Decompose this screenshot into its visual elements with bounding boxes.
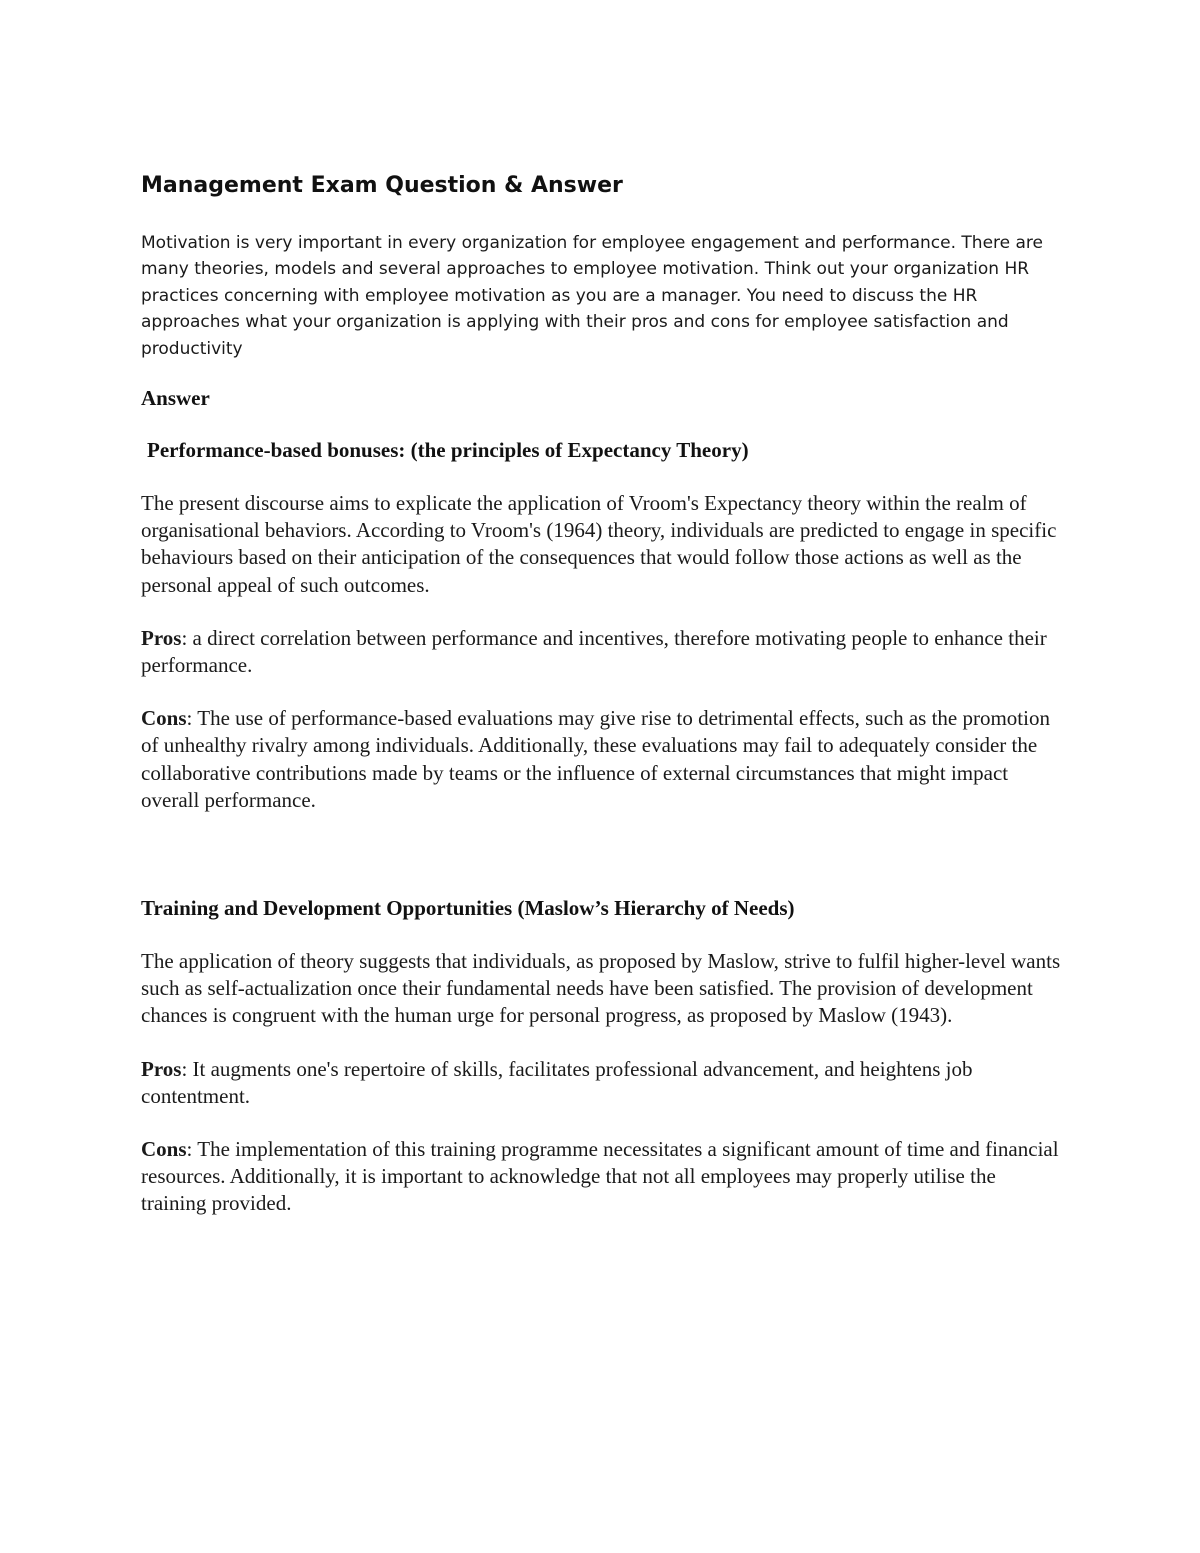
pros-label: Pros (141, 1056, 182, 1081)
document-title: Management Exam Question & Answer (141, 173, 623, 198)
pros-label: Pros (141, 625, 182, 650)
pros-paragraph (141, 1056, 1066, 1110)
section-heading-performance-bonuses: Performance-based bonuses: (the principles of Expectancy Theory) (147, 438, 749, 463)
section-body-expectancy-theory: The present discourse aims to explicate the application of Vroom's Expectancy theory within the realm of organisational behaviors. According to Vroom's (1964) theory, individuals are predicted to engage in specific behaviours based on their anticipation of the consequences that would follow those actions as well as the personal appeal of such outcomes. (141, 491, 1057, 597)
pros-text: : It augments one's repertoire of skills, facilitates professional advancement, and heightens job contentment. (141, 1056, 973, 1108)
section-spacer (141, 840, 1066, 894)
cons-text: : The use of performance-based evaluations may give rise to detrimental effects, such as the promotion of unhealthy rivalry among individuals. Additionally, these evaluations may fail to adequately consider the collaborative contributions made by teams or the influence of external circumstances that might impact overall performance. (141, 706, 1050, 812)
pros-text: : a direct correlation between performance and incentives, therefore motivating people to enhance their performance. (141, 625, 1047, 678)
pros-paragraph (141, 625, 1066, 679)
exam-question: Motivation is very important in every organization for employee engagement and performance. There are many theories, models and several approaches to employee motivation. Think out your organization HR practices concerning with employee motivation as you are a manager. You need to discuss the HR approaches what your organization is applying with their pros and cons for employee satisfaction and productivity (141, 233, 1043, 359)
cons-label: Cons (141, 1137, 187, 1162)
cons-paragraph (141, 705, 1066, 814)
section-heading-training-development: Training and Development Opportunities (Maslow’s Hierarchy of Needs) (141, 896, 795, 921)
answer-heading: Answer (141, 386, 210, 411)
cons-paragraph (141, 1136, 1066, 1218)
document-page (141, 168, 1066, 1244)
cons-label: Cons (141, 706, 187, 731)
section-body-maslow: The application of theory suggests that individuals, as proposed by Maslow, strive to fulfil higher-level wants such as self-actualization once their fundamental needs have been satisfied. The provision of development chances is congruent with the human urge for personal progress, as proposed by Maslow (1943). (141, 949, 1061, 1028)
cons-text: : The implementation of this training programme necessitates a significant amount of time and financial resources. Additionally, it is important to acknowledge that not all employees may properly utilise the training provided. (141, 1137, 1059, 1216)
